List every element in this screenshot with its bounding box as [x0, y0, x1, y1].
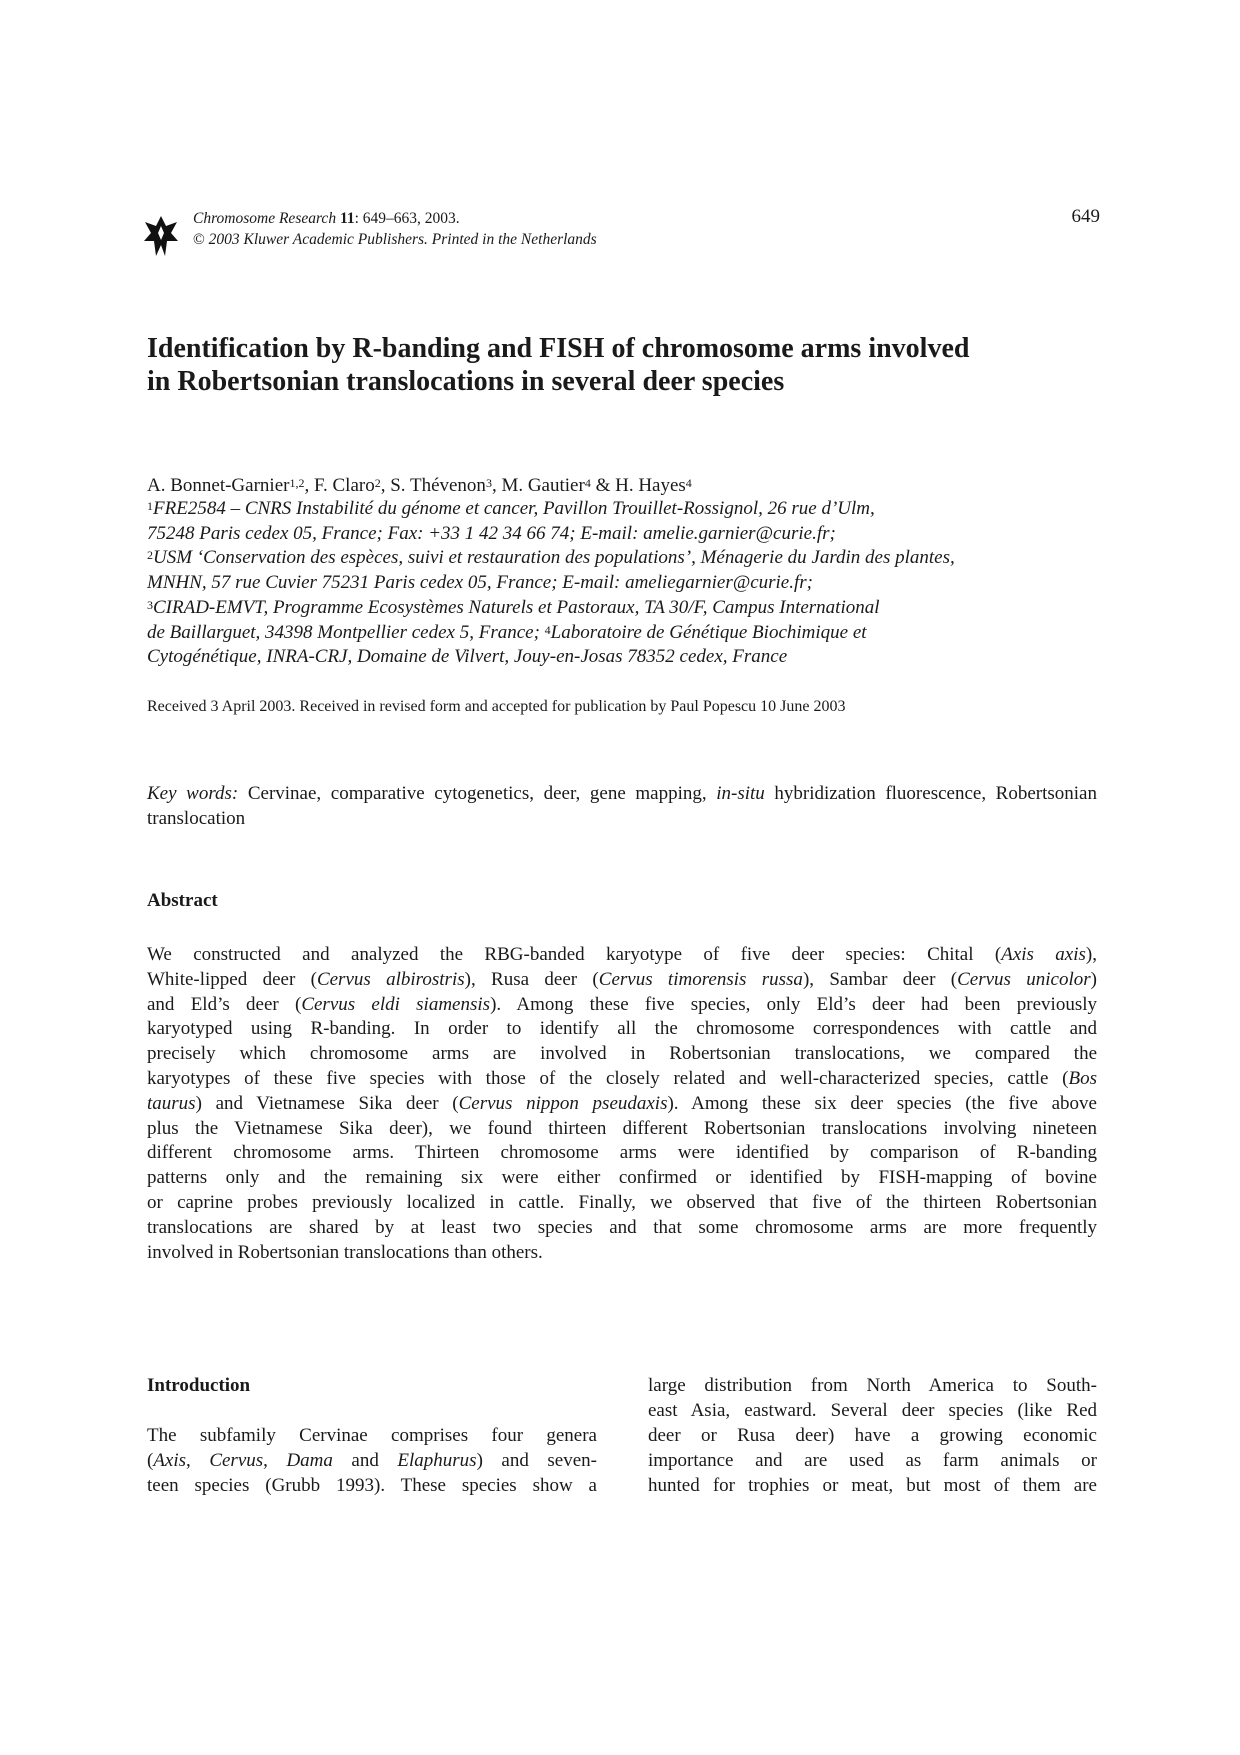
title-line-2: in Robertsonian translocations in several deer species	[147, 366, 785, 397]
affiliation-line: USM ‘Conservation des espèces, suivi et restauration des populations’, Ménagerie du Jardin des plantes,	[153, 547, 955, 569]
author-affiliation-sup: 3	[485, 476, 492, 490]
intro-line: hunted for trophies or meat, but most of them are	[648, 1475, 1097, 1496]
intro-line: deer or Rusa deer) have a growing economic	[648, 1425, 1097, 1446]
affiliation-line: FRE2584 – CNRS Instabilité du génome et cancer, Pavillon Trouillet-Rossignol, 26 rue d’Ulm,	[153, 498, 875, 519]
intro-line: (Axis, Cervus, Dama and Elaphurus) and seven-	[147, 1450, 597, 1471]
author-name: F. Claro	[313, 475, 375, 496]
affiliation-line: Cytogénétique, INRA-CRJ, Domaine de Vilvert, Jouy-en-Josas 78352 cedex, France	[147, 646, 788, 668]
author-name: S. Thévenon	[390, 475, 486, 496]
abstract-line: patterns only and the remaining six were either confirmed or identified by FISH-mapping of bovine	[147, 1167, 1097, 1189]
affiliation-line: Laboratoire de Génétique Biochimique et	[550, 621, 867, 643]
abstract-line: and Eld’s deer (Cervus eldi siamensis). Among these five species, only Eld’s deer had been previously	[147, 993, 1097, 1015]
abstract-line: translocations are shared by at least two species and that some chromosome arms are more frequently	[147, 1216, 1097, 1238]
abstract-line: precisely which chromosome arms are involved in Robertsonian translocations, we compared the	[147, 1043, 1097, 1065]
intro-line: large distribution from North America to South-	[648, 1375, 1097, 1396]
author-name: M. Gautier	[501, 475, 585, 496]
abstract-line: plus the Vietnamese Sika deer), we found thirteen different Robertsonian translocations involving nineteen	[147, 1117, 1097, 1139]
affiliation-line: MNHN, 57 rue Cuvier 75231 Paris cedex 05, France; E-mail: ameliegarnier@curie.fr;	[147, 572, 813, 594]
author-name: A. Bonnet-Garnier	[147, 475, 290, 496]
author-list: A. Bonnet-Garnier$^{1,2}$, F. Claro$^2$, S. Thévenon$^3$, M. Gautier$^4$ & H. Hayes$^4$	[147, 475, 692, 496]
journal-citation	[193, 208, 597, 250]
keywords-label: Key words:	[147, 783, 239, 804]
affiliations: $^1$FRE2584 – CNRS Instabilité du génome et cancer, Pavillon Trouillet-Rossignol, 26 rue d’Ulm, 75248 Paris cedex 05, France; Fax: +33 1 42 34 66 74; E-mail: amelie.garnier@curie.fr; $^2$USM ‘Conservation des espèces, suivi et restauration des populations’, Ménagerie du Jardin des plantes, MNHN, 57 rue Cuvier 75231 Paris cedex 05, France; E-mail: ameliegarnier@curie.fr; $^3$CIRAD-EMVT, Programme Ecosystèmes Naturels et Pastoraux, TA 30/F, Campus International de Baillarguet, 34398 Montpellier cedex 5, France; $^4$Laboratoire de Génétique Biochimique et Cytogénétique, INRA-CRJ, Domaine de Vilvert, Jouy-en-Josas 78352 cedex, France	[147, 497, 1107, 670]
author-affiliation-sup: 1,2	[289, 476, 305, 490]
abstract-heading: Abstract	[147, 890, 218, 911]
intro-line: The subfamily Cervinae comprises four genera	[147, 1425, 597, 1446]
kluwer-publisher-logo-icon	[143, 214, 179, 258]
title-line-1: Identification by R-banding and FISH of chromosome arms involved	[147, 333, 970, 364]
author-affiliation-sup: 2	[374, 476, 381, 490]
affiliation-line: CIRAD-EMVT, Programme Ecosystèmes Naturels et Pastoraux, TA 30/F, Campus International	[153, 596, 880, 618]
intro-line: teen species (Grubb 1993). These species show a	[147, 1475, 597, 1496]
page-number: 649	[1071, 206, 1100, 227]
abstract-line: karyotypes of these five species with those of the closely related and well-characterized species, cattle (Bos	[147, 1067, 1097, 1089]
journal-volume: 11	[339, 210, 355, 227]
abstract-line: karyotyped using R-banding. In order to identify all the chromosome correspondences with cattle and	[147, 1018, 1097, 1040]
article-title	[147, 332, 1107, 398]
author-name: H. Hayes	[615, 475, 686, 496]
author-affiliation-sup: 4	[584, 476, 591, 490]
keywords: Key words: Cervinae, comparative cytogenetics, deer, gene mapping, in-situ hybridization fluorescence, Robertsonian translocation	[147, 783, 1097, 829]
received-dates: Received 3 April 2003. Received in revised form and accepted for publication by Paul Popescu 10 June 2003	[147, 698, 846, 715]
author-affiliation-sup: 4	[685, 476, 692, 490]
abstract-line: different chromosome arms. Thirteen chromosome arms were identified by comparison of R-banding	[147, 1142, 1097, 1164]
introduction-left-column	[147, 1423, 597, 1498]
abstract-line: White-lipped deer (Cervus albirostris), Rusa deer (Cervus timorensis russa), Sambar deer (Cervus unicolor)	[147, 968, 1097, 990]
affiliation-line: 75248 Paris cedex 05, France; Fax: +33 1 42 34 66 74; E-mail: amelie.garnier@curie.fr;	[147, 522, 836, 544]
intro-line: east Asia, eastward. Several deer species (like Red	[648, 1400, 1097, 1421]
journal-pages-year: : 649–663, 2003.	[354, 210, 460, 227]
journal-name: Chromosome Research	[193, 210, 337, 227]
abstract-line: or caprine probes previously localized in cattle. Finally, we observed that five of the thirteen Robertsonian	[147, 1191, 1097, 1213]
intro-line: importance and are used as farm animals or	[648, 1450, 1097, 1471]
introduction-right-column	[648, 1373, 1097, 1498]
abstract-line: We constructed and analyzed the RBG-banded karyotype of five deer species: Chital (Axis axis),	[147, 944, 1097, 965]
copyright-text: 2003 Kluwer Academic Publishers. Printed in the Netherlands	[208, 231, 597, 248]
copyright-symbol: ©	[193, 231, 205, 248]
abstract-line: taurus) and Vietnamese Sika deer (Cervus nippon pseudaxis). Among these six deer species (the five above	[147, 1092, 1097, 1114]
abstract-line: involved in Robertsonian translocations than others.	[147, 1241, 543, 1263]
abstract-body	[147, 943, 1097, 1265]
introduction-heading: Introduction	[147, 1375, 251, 1396]
affiliation-line: de Baillarguet, 34398 Montpellier cedex 5, France;	[147, 621, 545, 643]
